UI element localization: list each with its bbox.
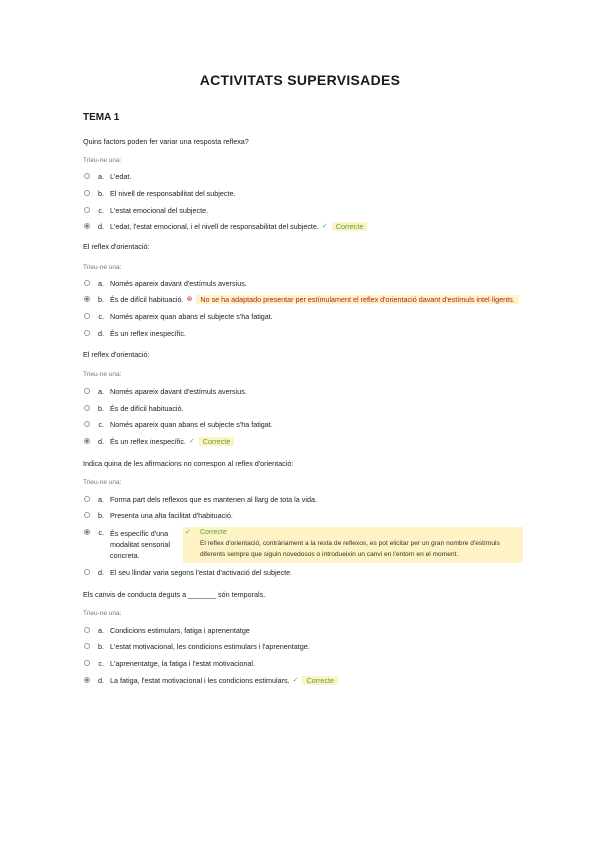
q3-option-d[interactable] bbox=[84, 437, 234, 446]
option-letter: c. bbox=[98, 420, 104, 429]
option-text: L'aprenentatge, la fatiga i l'estat motivacional. bbox=[110, 659, 255, 668]
option-letter: a. bbox=[98, 626, 104, 635]
q4-option-d[interactable] bbox=[84, 568, 292, 577]
option-letter: a. bbox=[98, 495, 104, 504]
option-letter: c. bbox=[98, 206, 104, 215]
check-circle-icon: ✓ bbox=[185, 529, 191, 536]
section-heading: TEMA 1 bbox=[83, 112, 120, 123]
option-text: L'edat, l'estat emocional, i el nivell de responsabilitat del subjecte. bbox=[110, 222, 319, 231]
q5-option-d[interactable] bbox=[84, 676, 338, 685]
correct-badge: Correcte bbox=[332, 222, 368, 231]
q5-option-b[interactable] bbox=[84, 642, 310, 651]
q3-option-b[interactable] bbox=[84, 404, 184, 413]
option-text: El nivell de responsabilitat del subjecte. bbox=[110, 189, 236, 198]
option-text: L'estat emocional del subjecte. bbox=[110, 206, 209, 215]
q4-option-b[interactable] bbox=[84, 511, 233, 520]
q3-option-c[interactable] bbox=[84, 420, 273, 429]
option-text: Condicions estimulars, fatiga i aprenentatge bbox=[110, 626, 250, 635]
option-letter: a. bbox=[98, 279, 104, 288]
question-1-text: Quins factors poden fer variar una resposta reflexa? bbox=[83, 137, 249, 146]
q3-option-a[interactable] bbox=[84, 387, 247, 396]
option-text: Només apareix quan abans el subjecte s'ha fatigat. bbox=[110, 312, 273, 321]
option-text: És de difícil habituació. bbox=[110, 295, 184, 304]
option-letter: b. bbox=[98, 642, 104, 651]
option-text: Només apareix davant d'estímuls aversius. bbox=[110, 279, 247, 288]
question-2-text: El reflex d'orientació: bbox=[83, 242, 150, 251]
q2-option-a[interactable] bbox=[84, 279, 247, 288]
check-circle-icon: ✓ bbox=[321, 223, 328, 230]
q4-option-a[interactable] bbox=[84, 495, 317, 504]
question-3-hint: Trieu-ne una: bbox=[83, 371, 122, 378]
correct-badge: Correcte bbox=[302, 676, 338, 685]
q1-option-d[interactable] bbox=[84, 222, 367, 231]
option-text: És un reflex inespecífic. bbox=[110, 437, 186, 446]
option-text: L'edat. bbox=[110, 172, 132, 181]
q2-option-b[interactable] bbox=[84, 295, 519, 304]
question-5-hint: Trieu-ne una: bbox=[83, 610, 122, 617]
cross-circle-icon: ⊗ bbox=[186, 296, 193, 303]
correct-badge: Correcte bbox=[199, 437, 235, 446]
question-1-hint: Trieu-ne una: bbox=[83, 157, 122, 164]
incorrect-feedback: No se ha adaptado presentar per estímulament el reflex d'orientació davant d'estímuls intel·ligents. bbox=[196, 295, 518, 304]
option-text: És específic d'una modalitat sensorial concreta. bbox=[110, 529, 170, 560]
question-4-hint: Trieu-ne una: bbox=[83, 479, 122, 486]
feedback-label: Correcte bbox=[200, 529, 227, 536]
option-text: Forma part dels reflexos que es mantenen al llarg de tota la vida. bbox=[110, 495, 317, 504]
option-letter: c. bbox=[98, 312, 104, 321]
check-circle-icon: ✓ bbox=[188, 438, 195, 445]
q2-option-c[interactable] bbox=[84, 312, 273, 321]
option-letter: c. bbox=[98, 659, 104, 668]
q5-option-c[interactable] bbox=[84, 659, 255, 668]
option-letter: d. bbox=[98, 437, 104, 446]
option-text: Només apareix quan abans el subjecte s'ha fatigat. bbox=[110, 420, 273, 429]
option-text: És de difícil habituació. bbox=[110, 404, 184, 413]
option-letter: d. bbox=[98, 222, 104, 231]
question-4-text: Indica quina de les afirmacions no correspon al reflex d'orientació: bbox=[83, 459, 294, 468]
question-5-text: Els canvis de conducta deguts a _______ són temporals. bbox=[83, 590, 266, 599]
feedback-panel bbox=[183, 527, 523, 563]
option-text: Presenta una alta facilitat d'habituació. bbox=[110, 511, 233, 520]
option-letter: d. bbox=[98, 329, 104, 338]
q5-option-a[interactable] bbox=[84, 626, 250, 635]
q1-option-b[interactable] bbox=[84, 189, 235, 198]
feedback-text: El reflex d'orientació, contràriament a la resta de reflexos, es pot elicitar per un gran nombre d'estímuls diferents sempre que siguin novedosos o introdueixin un canvi en l'entorn en el moment. bbox=[200, 540, 500, 558]
option-text: El seu llindar varia segons l'estat d'activació del subjecte. bbox=[110, 568, 293, 577]
option-text: Només apareix davant d'estímuls aversius. bbox=[110, 387, 247, 396]
q1-option-a[interactable] bbox=[84, 172, 131, 181]
q2-option-d[interactable] bbox=[84, 329, 186, 338]
option-letter: b. bbox=[98, 404, 104, 413]
option-letter: b. bbox=[98, 189, 104, 198]
document-title: ACTIVITATS SUPERVISADES bbox=[199, 72, 401, 88]
option-letter: d. bbox=[98, 568, 104, 577]
check-circle-icon: ✓ bbox=[292, 677, 299, 684]
question-3-text: El reflex d'orientació: bbox=[83, 350, 150, 359]
option-letter: a. bbox=[98, 172, 104, 181]
option-text: La fatiga, l'estat motivacional i les condicions estimulars. bbox=[110, 676, 290, 685]
option-letter: b. bbox=[98, 295, 104, 304]
option-text: L'estat motivacional, les condicions estimulars i l'aprenentatge. bbox=[110, 642, 310, 651]
q1-option-c[interactable] bbox=[84, 206, 208, 215]
option-letter: d. bbox=[98, 676, 104, 685]
question-2-hint: Trieu-ne una: bbox=[83, 264, 122, 271]
option-letter: b. bbox=[98, 511, 104, 520]
option-letter: a. bbox=[98, 387, 104, 396]
option-text: És un reflex inespecífic. bbox=[110, 329, 186, 338]
option-letter: c. bbox=[98, 528, 104, 537]
q4-option-c[interactable] bbox=[84, 528, 182, 561]
